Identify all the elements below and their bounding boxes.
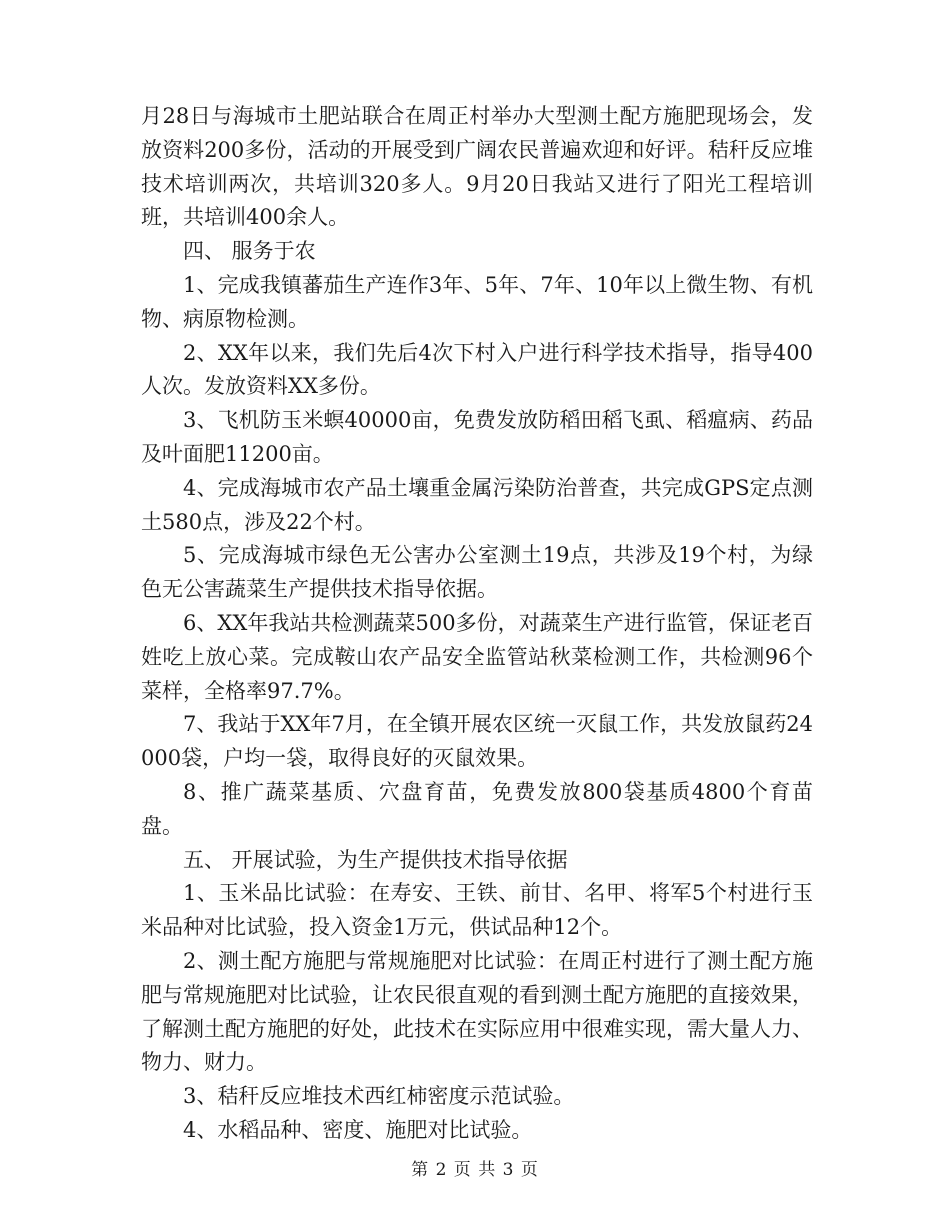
paragraph-continuation: 月28日与海城市土肥站联合在周正村举办大型测土配方施肥现场会，发放资料200多份，活动的开展受到广阔农民普遍欢迎和好评。秸秆反应堆技术培训两次，共培训320多人。9月20日我站又进行了阳光工程培训班，共培训400余人。 <box>141 104 813 230</box>
list-item: 5、完成海城市绿色无公害办公室测土19点，共涉及19个村，为绿色无公害蔬菜生产提供技术指导依据。 <box>141 543 813 602</box>
page-number-footer: 第 2 页 共 3 页 <box>411 1160 539 1180</box>
section-heading-experiments: 五、 开展试验，为生产提供技术指导依据 <box>183 847 568 872</box>
list-item: 8、推广蔬菜基质、穴盘育苗，免费发放800袋基质4800个育苗盘。 <box>141 779 813 838</box>
list-item: 4、完成海城市农产品土壤重金属污染防治普查，共完成GPS定点测土580点，涉及22个村。 <box>141 475 813 534</box>
list-item: 1、玉米品比试验：在寿安、王铁、前甘、名甲、将军5个村进行玉米品种对比试验，投入资金1万元，供试品种12个。 <box>141 881 813 940</box>
list-item: 4、水稻品种、密度、施肥对比试验。 <box>183 1117 533 1142</box>
list-item: 6、XX年我站共检测蔬菜500多份，对蔬菜生产进行监管，保证老百姓吃上放心菜。完成鞍山农产品安全监管站秋菜检测工作，共检测96个菜样，全格率97.7%。 <box>141 610 813 703</box>
section-heading-service-to-farmers: 四、 服务于农 <box>183 239 316 264</box>
list-item: 2、测土配方施肥与常规施肥对比试验：在周正村进行了测土配方施肥与常规施肥对比试验，让农民很直观的看到测土配方施肥的直接效果，了解测土配方施肥的好处，此技术在实际应用中很难实现，需大量人力、物力、财力。 <box>141 948 813 1075</box>
document-body <box>141 100 813 1148</box>
list-item: 7、我站于XX年7月，在全镇开展农区统一灭鼠工作，共发放鼠药24000袋，户均一袋，取得良好的灭鼠效果。 <box>141 712 813 771</box>
list-item: 3、秸秆反应堆技术西红柿密度示范试验。 <box>183 1084 575 1109</box>
list-item: 1、完成我镇蕃茄生产连作3年、5年、7年、10年以上微生物、有机物、病原物检测。 <box>141 272 813 331</box>
list-item: 2、XX年以来，我们先后4次下村入户进行科学技术指导，指导400人次。发放资料XX多份。 <box>141 340 813 399</box>
list-item: 3、飞机防玉米螟40000亩，免费发放防稻田稻飞虱、稻瘟病、药品及叶面肥11200亩。 <box>141 408 813 466</box>
